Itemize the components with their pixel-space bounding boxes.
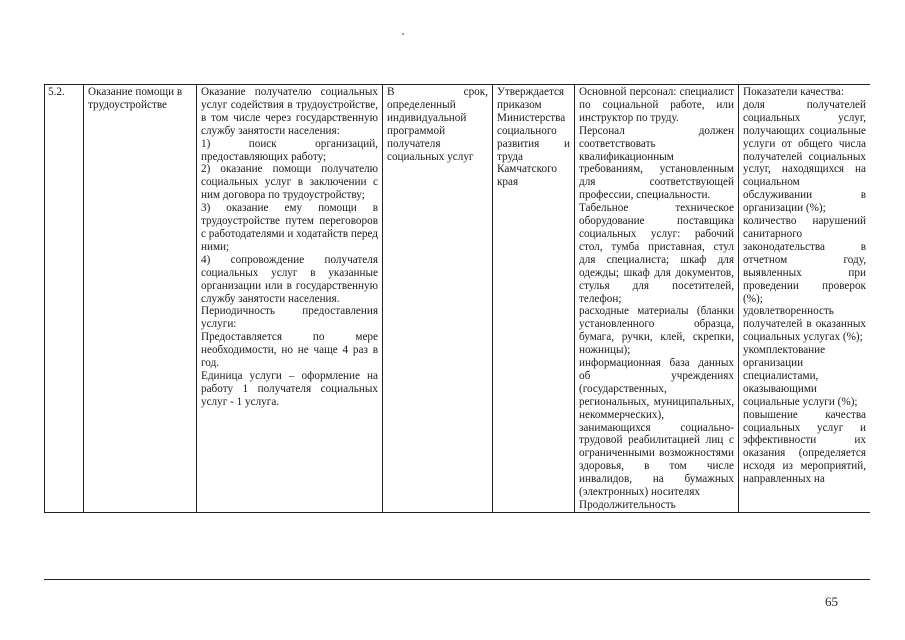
services-table-region [44,84,870,580]
service-conditions [575,85,739,513]
paragraph: информационная база данных об учреждениях (государственных, региональных, муниципальных, некоммерческих), занимающихся социально-трудовой реабилитацией лиц с ограниченными возможностями здоровья, в том числе инвалидов, на бумажных (электронных) носителях [579,357,734,499]
scan-speck [402,33,404,35]
paragraph: Оказание получателю социальных услуг содействия в трудоустройстве, в том числе через государственную службу занятости населения: [201,86,378,137]
service-deadline: В срок, определенный индивидуальной программой получателя социальных услуг [383,85,493,513]
paragraph: Основной персонал: специалист по социальной работе, или инструктор по труду. [579,86,734,124]
paragraph: Показатели качества: [743,86,844,98]
table-row [45,85,871,513]
row-number: 5.2. [45,85,84,513]
paragraph: 1) поиск организаций, предоставляющих работу; [201,137,378,163]
paragraph: 2) оказание помощи получателю социальных услуг в заключении с ним договора по трудоустройству; [201,163,378,202]
paragraph: доля получателей социальных услуг, получающих социальные услуги от общего числа получателей социальных услуг, находящихся на социальном обслуживании в организации (%); [743,98,866,215]
paragraph: Периодичность предоставления услуги: [201,305,378,331]
paragraph: повышение качества социальных услуг и эффективности их оказания (определяется исходя из мероприятий, направленных на [743,408,866,486]
service-name: Оказание помощи в трудоустройстве [84,85,197,513]
service-tariff: Утверждается приказом Министерства социального развития и труда Камчатского края [493,85,575,513]
paragraph: Персонал должен соответствовать квалификационным требованиям, установленным для соответствующей профессии, специальности. [579,124,734,202]
paragraph: Продолжительность [579,499,676,511]
paragraph: количество нарушений санитарного законодательства в отчетном году, выявленных при проведении проверок (%); [743,215,866,305]
paragraph: укомплектование организации специалистами, оказывающими социальные услуги (%); [743,344,858,408]
page-number: 65 [825,594,838,609]
paragraph: Предоставляется по мере необходимости, но не чаще 4 раз в год. [201,331,378,370]
services-table [44,84,870,513]
paragraph: удовлетворенность получателей в оказанных социальных услугах (%); [743,305,866,344]
quality-indicators [739,85,871,513]
paragraph: 3) оказание ему помощи в трудоустройстве путем переговоров с работодателями и ходатайств перед ними; [201,202,378,253]
paragraph: расходные материалы (бланки установленного образца, бумага, ручки, клей, скрепки, ножницы); [579,305,734,357]
paragraph: 4) сопровождение получателя социальных услуг в указанные организации или в государственную службу занятости населения. [201,253,378,305]
paragraph: Единица услуги – оформление на работу 1 получателя социальных услуг - 1 услуга. [201,369,378,408]
paragraph: Табельное техническое оборудование поставщика социальных услуг: рабочий стол, тумба приставная, стул для специалиста; шкаф для одежды; шкаф для документов, стулья для посетителей, телефон; [579,202,734,305]
service-content [197,85,383,513]
